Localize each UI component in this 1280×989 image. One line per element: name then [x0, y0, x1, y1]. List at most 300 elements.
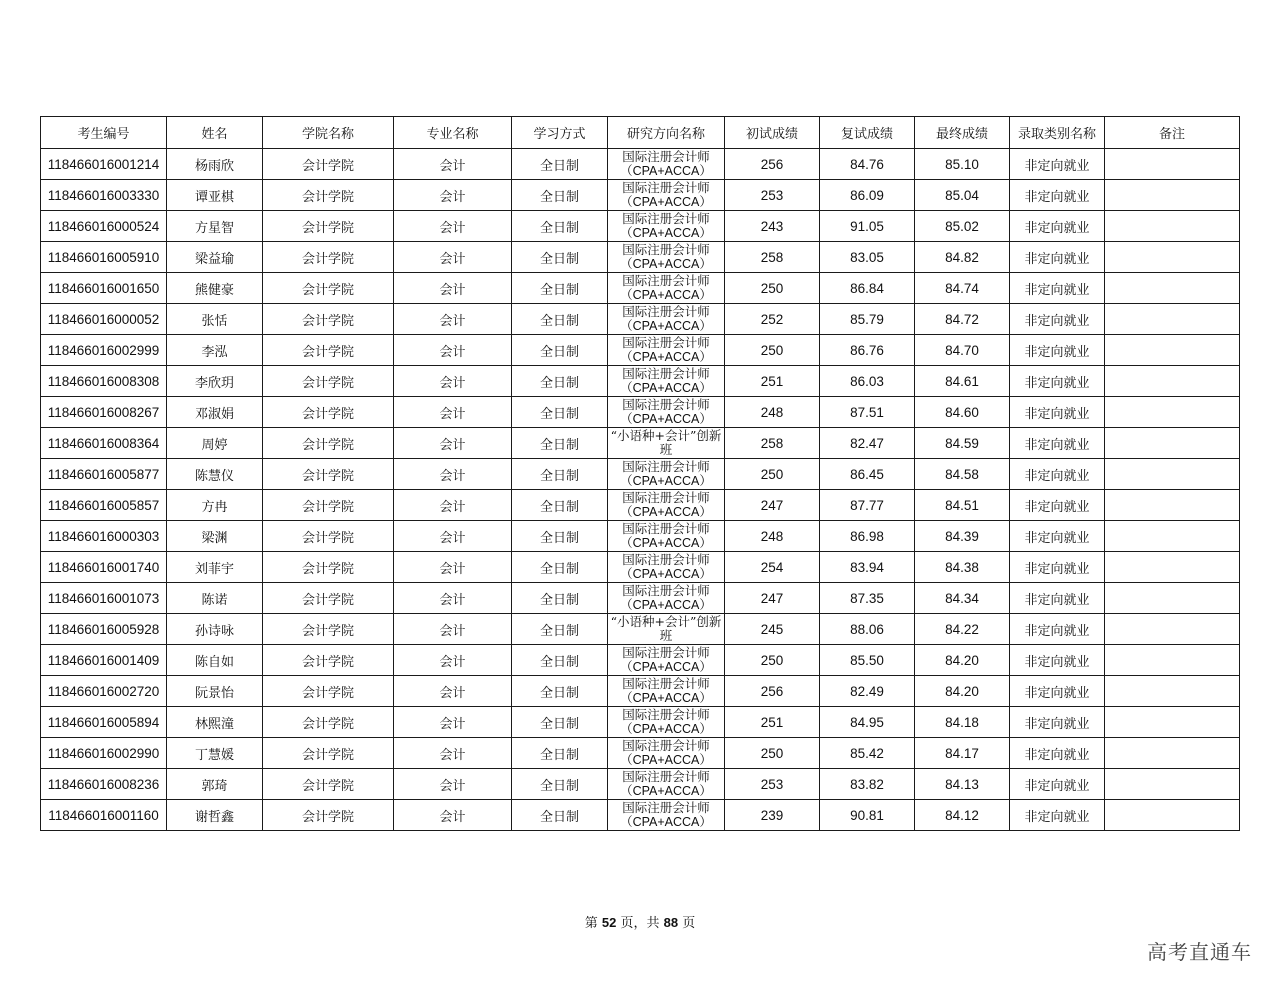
cell-candidate-id: 118466016001740 — [41, 552, 167, 583]
cell-note — [1105, 552, 1240, 583]
table-body — [41, 149, 1240, 831]
research-direction-line-2: （CPA+ACCA） — [620, 753, 712, 767]
cell-study-mode: 全日制 — [512, 614, 608, 645]
cell-final-score: 84.17 — [915, 738, 1010, 769]
cell-note — [1105, 335, 1240, 366]
cell-study-mode: 全日制 — [512, 583, 608, 614]
cell-retest-score: 86.45 — [820, 459, 915, 490]
cell-final-score: 84.20 — [915, 676, 1010, 707]
research-direction-line-1: 国际注册会计师 — [622, 397, 710, 412]
cell-college: 会计学院 — [263, 180, 394, 211]
cell-research-direction — [608, 769, 725, 800]
table-row — [41, 583, 1240, 614]
cell-candidate-id: 118466016008267 — [41, 397, 167, 428]
research-direction-line-2: （CPA+ACCA） — [620, 195, 712, 209]
column-header: 研究方向名称 — [608, 117, 725, 149]
cell-retest-score: 87.51 — [820, 397, 915, 428]
cell-first-score: 248 — [725, 521, 820, 552]
cell-major: 会计 — [394, 397, 512, 428]
cell-research-direction — [608, 583, 725, 614]
cell-study-mode: 全日制 — [512, 366, 608, 397]
cell-retest-score: 86.76 — [820, 335, 915, 366]
research-direction-line-1: 国际注册会计师 — [622, 769, 710, 784]
cell-research-direction — [608, 459, 725, 490]
cell-admission-category: 非定向就业 — [1010, 366, 1105, 397]
cell-name: 周婷 — [167, 428, 263, 459]
cell-note — [1105, 521, 1240, 552]
research-direction-line-2: （CPA+ACCA） — [620, 412, 712, 426]
cell-candidate-id: 118466016001073 — [41, 583, 167, 614]
cell-study-mode: 全日制 — [512, 242, 608, 273]
cell-college: 会计学院 — [263, 366, 394, 397]
cell-final-score: 85.04 — [915, 180, 1010, 211]
table-row — [41, 397, 1240, 428]
cell-candidate-id: 118466016000052 — [41, 304, 167, 335]
cell-name: 陈慧仪 — [167, 459, 263, 490]
cell-college: 会计学院 — [263, 583, 394, 614]
cell-first-score: 245 — [725, 614, 820, 645]
cell-name: 孙诗咏 — [167, 614, 263, 645]
cell-study-mode: 全日制 — [512, 273, 608, 304]
research-direction-line-2: （CPA+ACCA） — [620, 474, 712, 488]
column-header: 初试成绩 — [725, 117, 820, 149]
cell-retest-score: 86.98 — [820, 521, 915, 552]
cell-study-mode: 全日制 — [512, 800, 608, 831]
cell-note — [1105, 428, 1240, 459]
cell-research-direction — [608, 707, 725, 738]
research-direction-line-2: （CPA+ACCA） — [620, 598, 712, 612]
cell-candidate-id: 118466016001160 — [41, 800, 167, 831]
cell-research-direction — [608, 397, 725, 428]
cell-research-direction — [608, 335, 725, 366]
cell-study-mode: 全日制 — [512, 459, 608, 490]
table-row — [41, 242, 1240, 273]
cell-admission-category: 非定向就业 — [1010, 459, 1105, 490]
column-header: 最终成绩 — [915, 117, 1010, 149]
cell-college: 会计学院 — [263, 428, 394, 459]
cell-research-direction — [608, 800, 725, 831]
research-direction-line-2: 班 — [659, 628, 673, 643]
cell-study-mode: 全日制 — [512, 335, 608, 366]
cell-name: 阮景怡 — [167, 676, 263, 707]
cell-final-score: 84.74 — [915, 273, 1010, 304]
cell-study-mode: 全日制 — [512, 707, 608, 738]
research-direction-line-1: 国际注册会计师 — [622, 521, 710, 536]
footer-middle: 页，共 — [616, 916, 664, 931]
cell-name: 郭琦 — [167, 769, 263, 800]
cell-major: 会计 — [394, 428, 512, 459]
cell-first-score: 248 — [725, 397, 820, 428]
research-direction-line-1: 国际注册会计师 — [622, 211, 710, 226]
cell-candidate-id: 118466016000524 — [41, 211, 167, 242]
column-header: 复试成绩 — [820, 117, 915, 149]
cell-major: 会计 — [394, 707, 512, 738]
cell-admission-category: 非定向就业 — [1010, 428, 1105, 459]
table-row — [41, 645, 1240, 676]
cell-note — [1105, 211, 1240, 242]
research-direction-line-1: 国际注册会计师 — [622, 552, 710, 567]
table-header — [41, 117, 1240, 149]
current-page-number: 52 — [601, 915, 617, 930]
cell-name: 陈自如 — [167, 645, 263, 676]
cell-major: 会计 — [394, 304, 512, 335]
cell-first-score: 254 — [725, 552, 820, 583]
cell-study-mode: 全日制 — [512, 428, 608, 459]
research-direction-line-1: “小语种+会计”创新 — [610, 614, 722, 629]
cell-admission-category: 非定向就业 — [1010, 242, 1105, 273]
cell-candidate-id: 118466016008236 — [41, 769, 167, 800]
cell-major: 会计 — [394, 769, 512, 800]
table-row — [41, 800, 1240, 831]
cell-final-score: 84.61 — [915, 366, 1010, 397]
cell-candidate-id: 118466016005928 — [41, 614, 167, 645]
watermark-text: 高考直通车 — [1147, 940, 1252, 964]
cell-first-score: 251 — [725, 707, 820, 738]
cell-admission-category: 非定向就业 — [1010, 552, 1105, 583]
cell-college: 会计学院 — [263, 335, 394, 366]
cell-final-score: 84.18 — [915, 707, 1010, 738]
cell-retest-score: 86.84 — [820, 273, 915, 304]
admission-table-wrapper — [40, 116, 1240, 831]
cell-college: 会计学院 — [263, 149, 394, 180]
cell-candidate-id: 118466016002990 — [41, 738, 167, 769]
cell-college: 会计学院 — [263, 273, 394, 304]
cell-candidate-id: 118466016001650 — [41, 273, 167, 304]
research-direction-line-1: 国际注册会计师 — [622, 490, 710, 505]
cell-research-direction — [608, 273, 725, 304]
cell-note — [1105, 490, 1240, 521]
research-direction-line-2: （CPA+ACCA） — [620, 257, 712, 271]
cell-retest-score: 87.35 — [820, 583, 915, 614]
research-direction-line-2: （CPA+ACCA） — [620, 536, 712, 550]
cell-research-direction — [608, 552, 725, 583]
cell-name: 陈诺 — [167, 583, 263, 614]
cell-candidate-id: 118466016001214 — [41, 149, 167, 180]
research-direction-line-2: （CPA+ACCA） — [620, 567, 712, 581]
cell-major: 会计 — [394, 800, 512, 831]
cell-first-score: 243 — [725, 211, 820, 242]
cell-first-score: 258 — [725, 428, 820, 459]
cell-first-score: 250 — [725, 645, 820, 676]
research-direction-line-2: （CPA+ACCA） — [620, 660, 712, 674]
cell-note — [1105, 180, 1240, 211]
cell-major: 会计 — [394, 676, 512, 707]
table-row — [41, 304, 1240, 335]
cell-name: 刘菲宇 — [167, 552, 263, 583]
cell-final-score: 84.51 — [915, 490, 1010, 521]
research-direction-line-1: 国际注册会计师 — [622, 273, 710, 288]
table-row — [41, 521, 1240, 552]
cell-college: 会计学院 — [263, 676, 394, 707]
cell-final-score: 84.13 — [915, 769, 1010, 800]
cell-study-mode: 全日制 — [512, 552, 608, 583]
cell-note — [1105, 614, 1240, 645]
cell-candidate-id: 118466016005894 — [41, 707, 167, 738]
research-direction-line-1: 国际注册会计师 — [622, 707, 710, 722]
research-direction-line-1: 国际注册会计师 — [622, 459, 710, 474]
cell-admission-category: 非定向就业 — [1010, 273, 1105, 304]
footer-prefix: 第 — [584, 916, 602, 931]
admission-table — [40, 116, 1240, 831]
cell-note — [1105, 707, 1240, 738]
research-direction-line-1: 国际注册会计师 — [622, 366, 710, 381]
cell-note — [1105, 459, 1240, 490]
cell-name: 梁益瑜 — [167, 242, 263, 273]
cell-study-mode: 全日制 — [512, 738, 608, 769]
header-row — [41, 117, 1240, 149]
cell-major: 会计 — [394, 645, 512, 676]
research-direction-line-1: 国际注册会计师 — [622, 800, 710, 815]
cell-name: 邓淑娟 — [167, 397, 263, 428]
cell-name: 方冉 — [167, 490, 263, 521]
cell-note — [1105, 769, 1240, 800]
cell-final-score: 84.12 — [915, 800, 1010, 831]
research-direction-line-1: 国际注册会计师 — [622, 738, 710, 753]
cell-retest-score: 90.81 — [820, 800, 915, 831]
cell-major: 会计 — [394, 335, 512, 366]
cell-note — [1105, 366, 1240, 397]
cell-college: 会计学院 — [263, 490, 394, 521]
research-direction-line-2: （CPA+ACCA） — [620, 784, 712, 798]
cell-final-score: 84.72 — [915, 304, 1010, 335]
cell-note — [1105, 397, 1240, 428]
table-row — [41, 211, 1240, 242]
cell-study-mode: 全日制 — [512, 769, 608, 800]
cell-note — [1105, 583, 1240, 614]
cell-retest-score: 86.09 — [820, 180, 915, 211]
cell-first-score: 250 — [725, 273, 820, 304]
cell-retest-score: 86.03 — [820, 366, 915, 397]
cell-major: 会计 — [394, 211, 512, 242]
research-direction-line-2: （CPA+ACCA） — [620, 350, 712, 364]
column-header: 姓名 — [167, 117, 263, 149]
cell-major: 会计 — [394, 521, 512, 552]
cell-retest-score: 83.05 — [820, 242, 915, 273]
cell-retest-score: 85.79 — [820, 304, 915, 335]
cell-study-mode: 全日制 — [512, 397, 608, 428]
cell-college: 会计学院 — [263, 304, 394, 335]
table-row — [41, 490, 1240, 521]
cell-research-direction — [608, 180, 725, 211]
cell-final-score: 84.82 — [915, 242, 1010, 273]
cell-major: 会计 — [394, 366, 512, 397]
cell-name: 熊健豪 — [167, 273, 263, 304]
cell-retest-score: 83.82 — [820, 769, 915, 800]
cell-note — [1105, 273, 1240, 304]
research-direction-line-1: 国际注册会计师 — [622, 304, 710, 319]
cell-admission-category: 非定向就业 — [1010, 800, 1105, 831]
table-row — [41, 676, 1240, 707]
cell-study-mode: 全日制 — [512, 490, 608, 521]
cell-name: 李泓 — [167, 335, 263, 366]
research-direction-line-2: （CPA+ACCA） — [620, 319, 712, 333]
cell-final-score: 84.39 — [915, 521, 1010, 552]
cell-major: 会计 — [394, 583, 512, 614]
research-direction-line-2: （CPA+ACCA） — [620, 226, 712, 240]
cell-admission-category: 非定向就业 — [1010, 490, 1105, 521]
cell-college: 会计学院 — [263, 397, 394, 428]
cell-first-score: 256 — [725, 149, 820, 180]
column-header: 专业名称 — [394, 117, 512, 149]
cell-college: 会计学院 — [263, 521, 394, 552]
cell-college: 会计学院 — [263, 552, 394, 583]
cell-candidate-id: 118466016001409 — [41, 645, 167, 676]
cell-major: 会计 — [394, 149, 512, 180]
research-direction-line-1: 国际注册会计师 — [622, 676, 710, 691]
cell-research-direction — [608, 242, 725, 273]
cell-first-score: 247 — [725, 490, 820, 521]
cell-major: 会计 — [394, 614, 512, 645]
cell-college: 会计学院 — [263, 738, 394, 769]
cell-admission-category: 非定向就业 — [1010, 521, 1105, 552]
cell-first-score: 252 — [725, 304, 820, 335]
table-row — [41, 707, 1240, 738]
cell-admission-category: 非定向就业 — [1010, 676, 1105, 707]
research-direction-line-1: 国际注册会计师 — [622, 149, 710, 164]
cell-name: 杨雨欣 — [167, 149, 263, 180]
cell-first-score: 256 — [725, 676, 820, 707]
cell-name: 方星智 — [167, 211, 263, 242]
column-header: 考生编号 — [41, 117, 167, 149]
cell-major: 会计 — [394, 490, 512, 521]
cell-major: 会计 — [394, 738, 512, 769]
cell-name: 谢哲鑫 — [167, 800, 263, 831]
cell-first-score: 250 — [725, 335, 820, 366]
table-row — [41, 459, 1240, 490]
cell-final-score: 84.58 — [915, 459, 1010, 490]
cell-research-direction — [608, 149, 725, 180]
cell-retest-score: 85.50 — [820, 645, 915, 676]
cell-college: 会计学院 — [263, 645, 394, 676]
cell-candidate-id: 118466016003330 — [41, 180, 167, 211]
cell-first-score: 253 — [725, 769, 820, 800]
cell-final-score: 84.70 — [915, 335, 1010, 366]
column-header: 备注 — [1105, 117, 1240, 149]
cell-admission-category: 非定向就业 — [1010, 149, 1105, 180]
cell-note — [1105, 242, 1240, 273]
cell-retest-score: 82.49 — [820, 676, 915, 707]
cell-first-score: 250 — [725, 459, 820, 490]
cell-first-score: 250 — [725, 738, 820, 769]
cell-candidate-id: 118466016002999 — [41, 335, 167, 366]
research-direction-line-1: 国际注册会计师 — [622, 242, 710, 257]
cell-admission-category: 非定向就业 — [1010, 769, 1105, 800]
cell-college: 会计学院 — [263, 242, 394, 273]
cell-name: 李欣玥 — [167, 366, 263, 397]
cell-note — [1105, 645, 1240, 676]
cell-research-direction — [608, 490, 725, 521]
cell-admission-category: 非定向就业 — [1010, 583, 1105, 614]
research-direction-line-2: （CPA+ACCA） — [620, 505, 712, 519]
cell-research-direction — [608, 428, 725, 459]
cell-name: 谭亚棋 — [167, 180, 263, 211]
research-direction-line-1: 国际注册会计师 — [622, 583, 710, 598]
cell-admission-category: 非定向就业 — [1010, 304, 1105, 335]
cell-major: 会计 — [394, 459, 512, 490]
cell-candidate-id: 118466016005857 — [41, 490, 167, 521]
cell-college: 会计学院 — [263, 769, 394, 800]
research-direction-line-2: （CPA+ACCA） — [620, 288, 712, 302]
cell-final-score: 85.02 — [915, 211, 1010, 242]
cell-study-mode: 全日制 — [512, 304, 608, 335]
cell-admission-category: 非定向就业 — [1010, 645, 1105, 676]
research-direction-line-2: 班 — [659, 442, 673, 457]
table-row — [41, 614, 1240, 645]
research-direction-line-2: （CPA+ACCA） — [620, 164, 712, 178]
cell-candidate-id: 118466016005910 — [41, 242, 167, 273]
cell-admission-category: 非定向就业 — [1010, 614, 1105, 645]
cell-research-direction — [608, 676, 725, 707]
cell-research-direction — [608, 521, 725, 552]
cell-research-direction — [608, 304, 725, 335]
cell-major: 会计 — [394, 242, 512, 273]
cell-name: 张恬 — [167, 304, 263, 335]
cell-note — [1105, 304, 1240, 335]
cell-final-score: 84.34 — [915, 583, 1010, 614]
cell-research-direction — [608, 211, 725, 242]
cell-note — [1105, 676, 1240, 707]
footer-suffix: 页 — [678, 916, 696, 931]
cell-first-score: 251 — [725, 366, 820, 397]
table-row — [41, 180, 1240, 211]
cell-retest-score: 88.06 — [820, 614, 915, 645]
cell-research-direction — [608, 614, 725, 645]
cell-admission-category: 非定向就业 — [1010, 211, 1105, 242]
column-header: 学院名称 — [263, 117, 394, 149]
cell-college: 会计学院 — [263, 800, 394, 831]
cell-candidate-id: 118466016005877 — [41, 459, 167, 490]
cell-final-score: 84.59 — [915, 428, 1010, 459]
cell-final-score: 84.22 — [915, 614, 1010, 645]
research-direction-line-1: “小语种+会计”创新 — [610, 428, 722, 443]
cell-research-direction — [608, 738, 725, 769]
table-row — [41, 738, 1240, 769]
cell-final-score: 84.20 — [915, 645, 1010, 676]
cell-note — [1105, 149, 1240, 180]
cell-research-direction — [608, 366, 725, 397]
cell-study-mode: 全日制 — [512, 211, 608, 242]
cell-candidate-id: 118466016002720 — [41, 676, 167, 707]
cell-name: 林熙潼 — [167, 707, 263, 738]
table-row — [41, 769, 1240, 800]
cell-college: 会计学院 — [263, 211, 394, 242]
cell-admission-category: 非定向就业 — [1010, 180, 1105, 211]
column-header: 录取类别名称 — [1010, 117, 1105, 149]
research-direction-line-2: （CPA+ACCA） — [620, 381, 712, 395]
cell-candidate-id: 118466016008308 — [41, 366, 167, 397]
table-row — [41, 366, 1240, 397]
cell-note — [1105, 800, 1240, 831]
cell-name: 梁渊 — [167, 521, 263, 552]
research-direction-line-2: （CPA+ACCA） — [620, 815, 712, 829]
cell-first-score: 258 — [725, 242, 820, 273]
cell-admission-category: 非定向就业 — [1010, 707, 1105, 738]
cell-retest-score: 84.95 — [820, 707, 915, 738]
cell-retest-score: 87.77 — [820, 490, 915, 521]
cell-first-score: 239 — [725, 800, 820, 831]
cell-retest-score: 84.76 — [820, 149, 915, 180]
cell-retest-score: 85.42 — [820, 738, 915, 769]
table-row — [41, 149, 1240, 180]
cell-admission-category: 非定向就业 — [1010, 335, 1105, 366]
research-direction-line-1: 国际注册会计师 — [622, 645, 710, 660]
page-footer — [0, 912, 1280, 931]
cell-name: 丁慧媛 — [167, 738, 263, 769]
cell-first-score: 253 — [725, 180, 820, 211]
table-row — [41, 552, 1240, 583]
cell-final-score: 85.10 — [915, 149, 1010, 180]
cell-study-mode: 全日制 — [512, 676, 608, 707]
